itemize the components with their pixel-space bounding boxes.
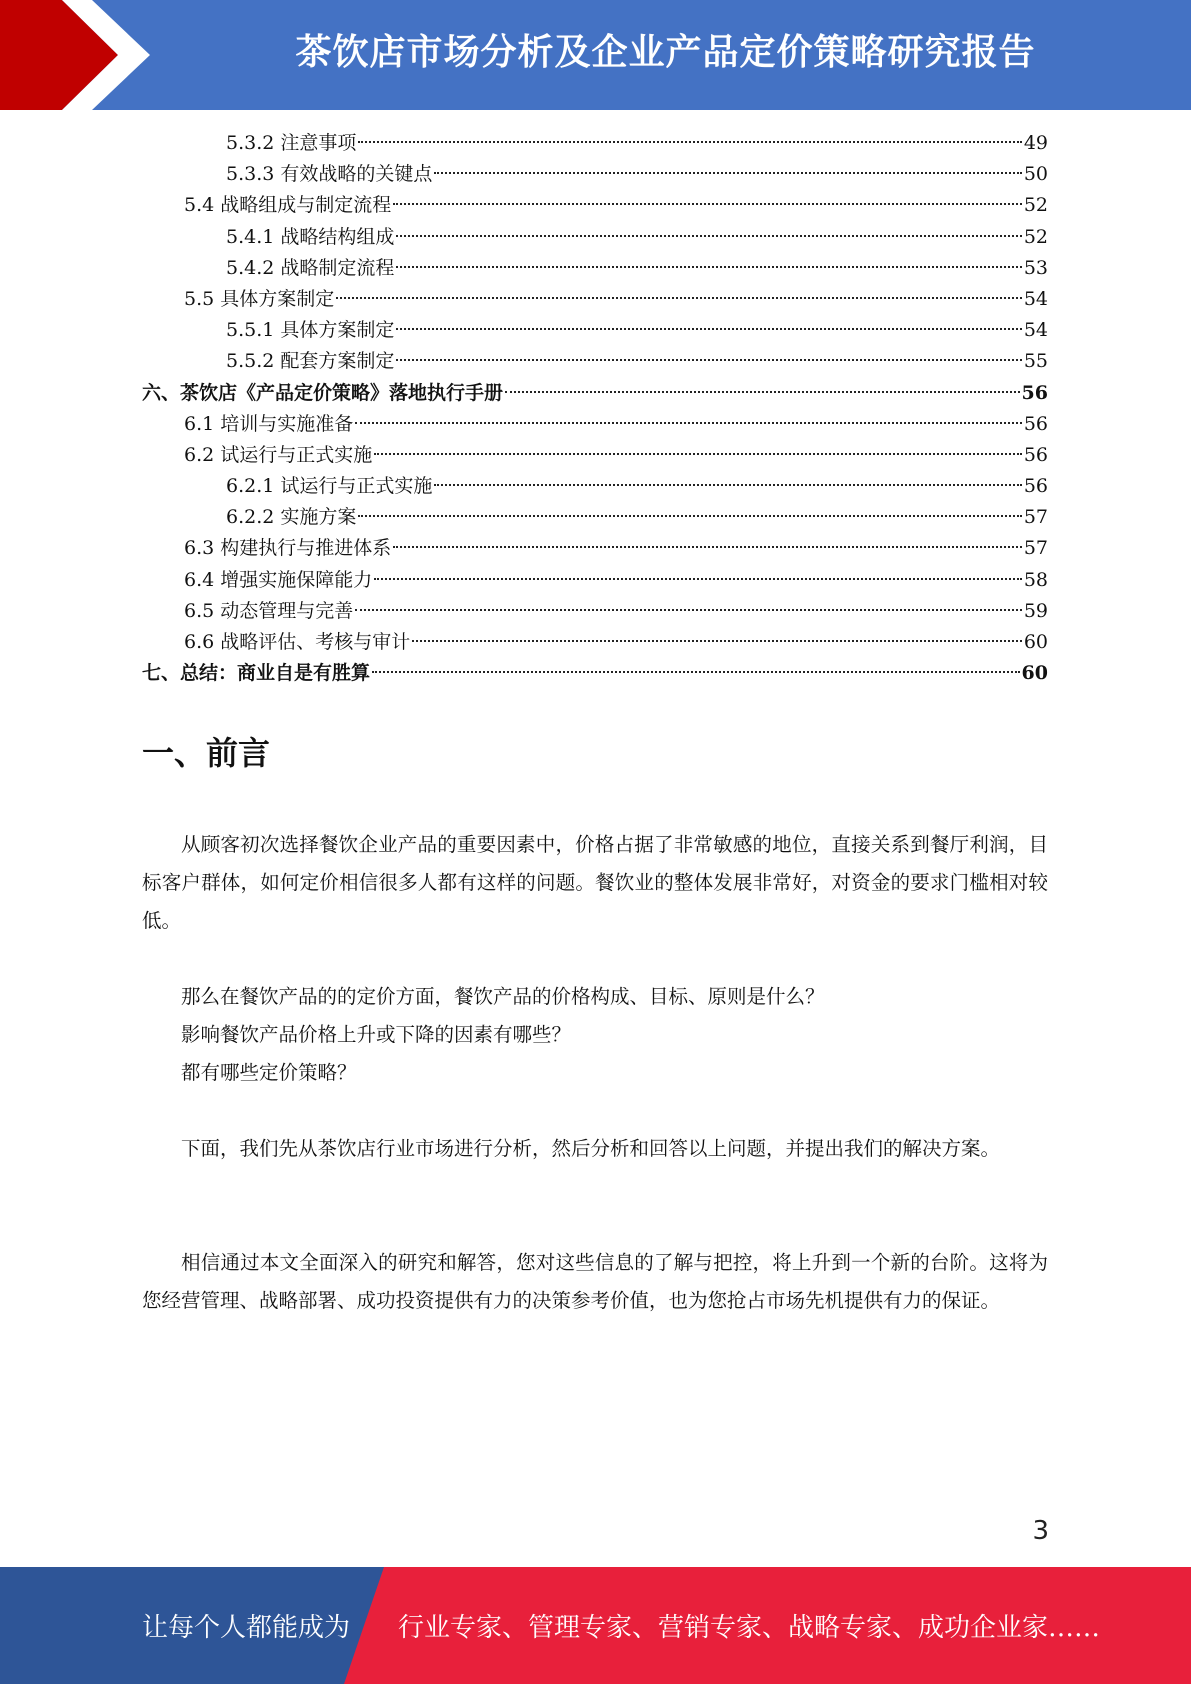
toc-dot-leader <box>374 453 1022 455</box>
toc-entry[interactable] <box>142 159 1048 190</box>
toc-entry-label: 5.4.1 战略结构组成 <box>226 225 395 248</box>
toc-entry-label: 七、总结：商业自是有胜算 <box>142 662 371 685</box>
toc-entry-label: 5.3.2 注意事项 <box>226 132 357 154</box>
toc-entry-page: 60 <box>1021 662 1048 685</box>
toc-dot-leader <box>396 328 1021 330</box>
toc-dot-leader <box>358 141 1021 143</box>
toc-entry[interactable] <box>142 346 1048 377</box>
toc-dot-leader <box>374 578 1022 580</box>
toc-entry[interactable] <box>142 128 1048 159</box>
toc-entry[interactable] <box>142 627 1048 658</box>
toc-entry-page: 58 <box>1023 568 1048 591</box>
toc-entry-label: 6.3 构建执行与推进体系 <box>184 537 392 560</box>
toc-dot-leader <box>434 172 1021 174</box>
toc-entry[interactable] <box>142 658 1048 689</box>
page-number: 3 <box>1032 1516 1049 1546</box>
header-arrow-graphic <box>0 0 200 110</box>
toc-dot-leader <box>396 359 1021 361</box>
toc-entry-label: 6.6 战略评估、考核与审计 <box>184 631 411 653</box>
toc-entry[interactable] <box>142 315 1048 346</box>
toc-entry-page: 54 <box>1023 287 1048 310</box>
toc-dot-leader <box>396 266 1021 268</box>
toc-entry-label: 六、茶饮店《产品定价策略》落地执行手册 <box>142 381 504 404</box>
toc-dot-leader <box>505 391 1020 393</box>
toc-entry-label: 5.5.1 具体方案制定 <box>226 319 395 342</box>
toc-entry-page: 50 <box>1023 163 1048 186</box>
toc-dot-leader <box>358 515 1021 517</box>
toc-entry[interactable] <box>142 284 1048 315</box>
header-title: 茶饮店市场分析及企业产品定价策略研究报告 <box>295 32 1036 73</box>
toc-dot-leader <box>393 203 1022 205</box>
toc-entry[interactable] <box>142 502 1048 533</box>
toc-entry-label: 6.2.1 试运行与正式实施 <box>226 475 433 498</box>
toc-entry-page: 52 <box>1023 194 1048 217</box>
footer-band <box>0 1567 1191 1684</box>
toc-dot-leader <box>372 671 1020 673</box>
paragraph-text: 从顾客初次选择餐饮企业产品的重要因素中，价格占据了非常敏感的地位，直接关系到餐厅利润，目标客户群体，如何定价相信很多人都有这样的问题。餐饮业的整体发展非常好，对资金的要求门槛相对较低。 <box>142 833 1048 932</box>
toc-entry-page: 59 <box>1023 599 1048 622</box>
toc-entry-label: 5.3.3 有效战略的关键点 <box>226 163 433 186</box>
preface-paragraph-3 <box>142 1130 1048 1168</box>
toc-entry-page: 56 <box>1023 443 1048 466</box>
toc-entry[interactable] <box>142 409 1048 440</box>
question-item: 都有哪些定价策略？ <box>181 1061 357 1084</box>
toc-entry[interactable] <box>142 190 1048 221</box>
toc-entry-page: 54 <box>1023 319 1048 342</box>
toc-entry[interactable] <box>142 378 1048 409</box>
toc-dot-leader <box>336 297 1022 299</box>
toc-entry-label: 5.5.2 配套方案制定 <box>226 350 395 373</box>
toc-entry-page: 57 <box>1023 506 1048 529</box>
toc-entry-page: 57 <box>1023 537 1048 560</box>
question-item: 那么在餐饮产品的的定价方面，餐饮产品的价格构成、目标、原则是什么？ <box>181 985 825 1008</box>
question-item: 影响餐饮产品价格上升或下降的因素有哪些？ <box>181 1023 572 1046</box>
question-list <box>142 978 1048 1092</box>
toc-entry-label: 6.5 动态管理与完善 <box>184 599 354 622</box>
footer-slogan-right: 行业专家、管理专家、营销专家、战略专家、成功企业家…… <box>398 1613 1101 1643</box>
paragraph-text: 下面，我们先从茶饮店行业市场进行分析，然后分析和回答以上问题，并提出我们的解决方案。 <box>181 1137 1001 1160</box>
toc-dot-leader <box>396 235 1021 237</box>
toc-dot-leader <box>355 609 1022 611</box>
section-heading: 一、前言 <box>142 734 271 772</box>
toc-entry-page: 55 <box>1023 350 1048 373</box>
toc-dot-leader <box>412 640 1022 642</box>
toc-dot-leader <box>393 546 1022 548</box>
toc-dot-leader <box>355 422 1022 424</box>
toc-entry[interactable] <box>142 222 1048 253</box>
preface-paragraph-4 <box>142 1244 1048 1320</box>
toc-entry[interactable] <box>142 533 1048 564</box>
toc-entry[interactable] <box>142 471 1048 502</box>
table-of-contents <box>142 128 1048 689</box>
toc-entry[interactable] <box>142 440 1048 471</box>
toc-entry-page: 56 <box>1021 381 1048 404</box>
toc-entry-label: 6.4 增强实施保障能力 <box>184 568 373 591</box>
toc-entry-label: 6.1 培训与实施准备 <box>184 412 354 435</box>
toc-entry-page: 56 <box>1023 412 1048 435</box>
paragraph-text: 相信通过本文全面深入的研究和解答，您对这些信息的了解与把控，将上升到一个新的台阶。这将为您经营管理、战略部署、成功投资提供有力的决策参考价值，也为您抢占市场先机提供有力的保证。 <box>142 1251 1048 1312</box>
toc-entry-page: 52 <box>1023 225 1048 248</box>
toc-entry[interactable] <box>142 565 1048 596</box>
toc-entry-page: 60 <box>1023 631 1048 653</box>
toc-entry-label: 5.5 具体方案制定 <box>184 287 335 310</box>
toc-entry-label: 5.4 战略组成与制定流程 <box>184 194 392 217</box>
footer-slogan-left: 让每个人都能成为 <box>142 1613 351 1643</box>
toc-entry-page: 53 <box>1023 256 1048 279</box>
preface-paragraph-1 <box>142 826 1048 940</box>
toc-entry-label: 6.2.2 实施方案 <box>226 506 357 529</box>
toc-entry-page: 56 <box>1023 475 1048 498</box>
toc-entry-label: 5.4.2 战略制定流程 <box>226 256 395 279</box>
toc-entry-page: 49 <box>1023 132 1048 154</box>
toc-entry[interactable] <box>142 253 1048 284</box>
toc-entry[interactable] <box>142 596 1048 627</box>
toc-dot-leader <box>434 484 1021 486</box>
toc-entry-label: 6.2 试运行与正式实施 <box>184 443 373 466</box>
header-band <box>0 0 1191 110</box>
